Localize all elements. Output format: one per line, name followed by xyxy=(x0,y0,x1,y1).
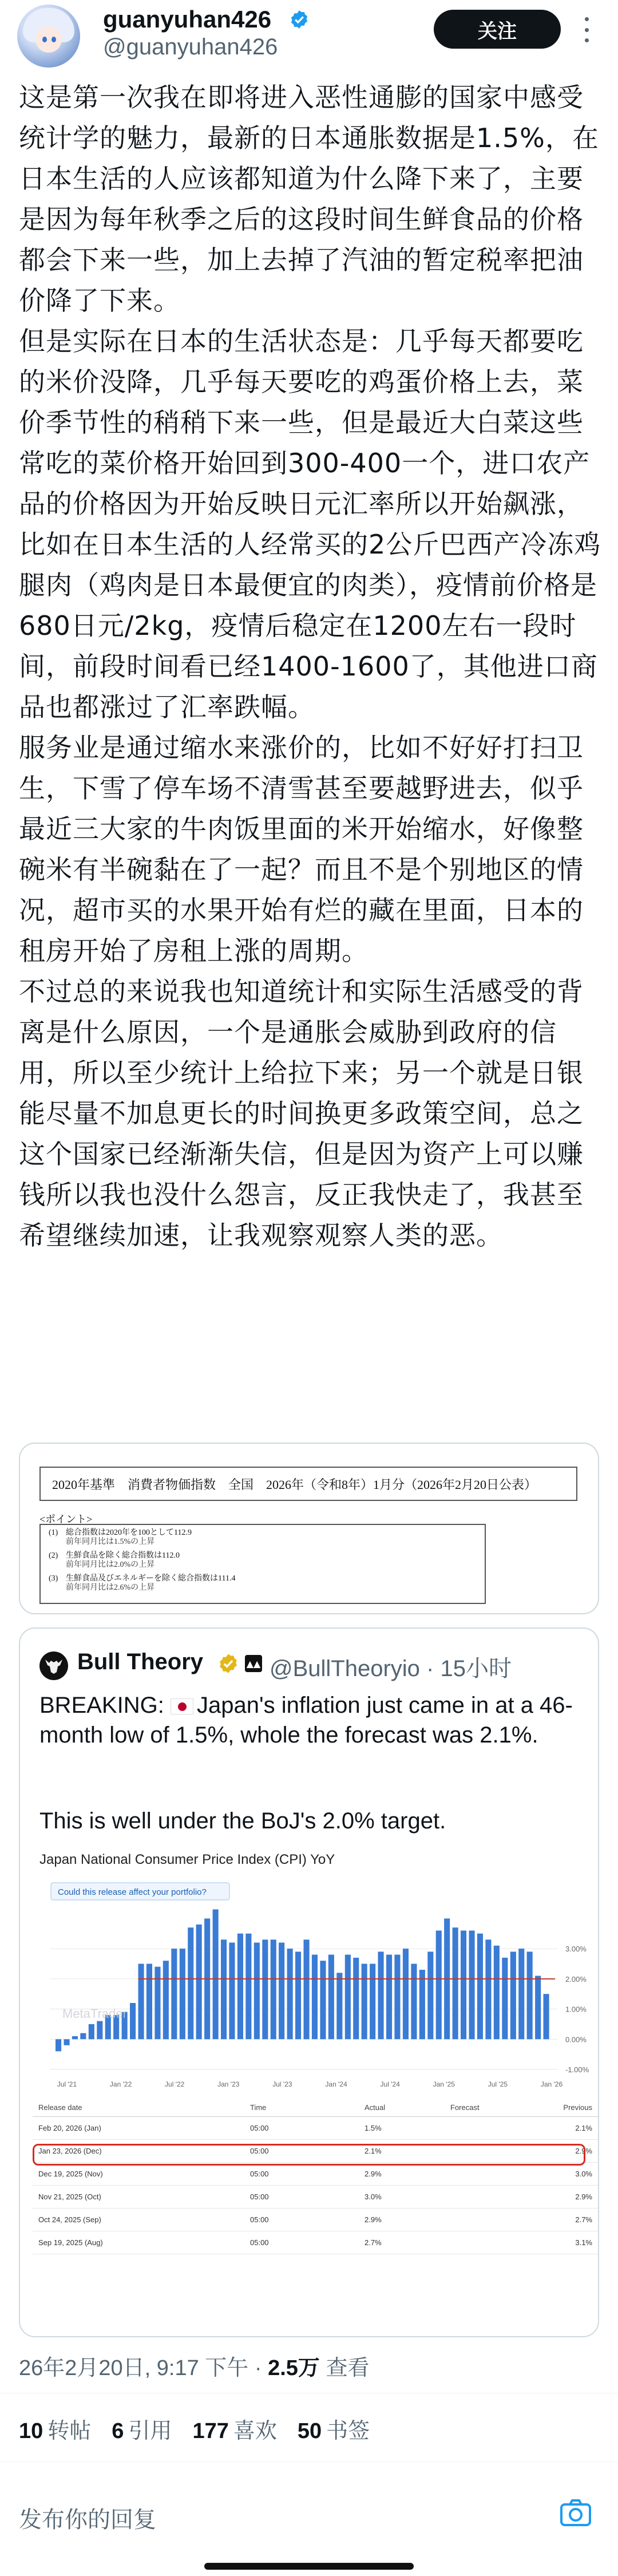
stat-count: 177 xyxy=(192,2419,229,2443)
x-tick-label: Jan '24 xyxy=(325,2080,347,2088)
post-timestamp[interactable]: 26年2月20日, 9:17 下午 · xyxy=(19,2356,268,2380)
table-row xyxy=(33,2185,599,2208)
cell-previous: 3.0% xyxy=(536,2162,599,2185)
cell-date: Sep 19, 2025 (Aug) xyxy=(33,2231,250,2254)
latest-release-highlight xyxy=(33,2144,585,2166)
cpi-bar xyxy=(328,1955,334,2040)
cpi-bar xyxy=(295,1951,301,2039)
cell-previous: 3.1% xyxy=(536,2231,599,2254)
cell-time: 05:00 xyxy=(250,2208,365,2231)
x-tick-label: Jul '22 xyxy=(165,2080,185,2088)
y-tick-label: 2.00% xyxy=(565,1974,587,1984)
cell-actual: 2.1% xyxy=(365,2139,450,2162)
cpi-bar xyxy=(320,1961,326,2039)
cpi-chart xyxy=(39,1869,599,2092)
cpi-bar xyxy=(130,2003,136,2039)
author-avatar[interactable] xyxy=(17,5,80,68)
cell-time: 05:00 xyxy=(250,2231,365,2254)
cell-previous: 2.7% xyxy=(536,2208,599,2231)
likes-stat[interactable] xyxy=(192,2413,276,2444)
cpi-bar xyxy=(237,1934,243,2040)
cpi-bar xyxy=(56,2039,61,2051)
post-paragraph: 不过总的来说我也知道统计和实际生活感受的背离是什么原因，一个是通胀会威胁到政府的信用，所以至少统计上给拉下来；另一个就是日银能尽量不加息更长的时间换更多政策空间，总之这个国家已经渐渐失信，但是因为资产上可以赚钱所以我也没什么怨言，反正我快走了，我甚至希望继续加速，让我观察观察人类的恶。 xyxy=(19,976,584,1251)
cpi-bar xyxy=(138,1964,144,2040)
stat-label: 喜欢 xyxy=(233,2419,277,2443)
cpi-bar xyxy=(477,1934,483,2040)
point-number: (2) xyxy=(49,1551,58,1560)
point-sub: 前年同月比は2.6%の上昇 xyxy=(66,1583,155,1592)
post-meta xyxy=(19,2350,369,2381)
cell-time: 05:00 xyxy=(250,2116,365,2139)
post-paragraph: 但是实际在日本的生活状态是：几乎每天都要吃的米价没降，几乎每天要吃的鸡蛋价格上去，菜价季节性的稍稍下来一些，但是最近大白菜这些常吃的菜价格开始回到300-400一个，进口农产品的价格因为开始反映日元汇率所以开始飙涨，比如在日本生活的人经常买的2公斤巴西产冷冻鸡腿肉（鸡肉是日本最便宜的肉类），疫情前价格是680日元/2kg，疫情后稳定在1200左右一段时间，前段时间看已经1400-1600了，其他进口商品也都涨过了汇率跌幅。 xyxy=(19,326,601,722)
cell-previous: 2.9% xyxy=(536,2139,599,2162)
cpi-bar xyxy=(469,1931,475,2040)
cell-actual: 2.9% xyxy=(365,2162,450,2185)
cell-actual: 3.0% xyxy=(365,2185,450,2208)
cpi-bar xyxy=(245,1934,251,2040)
cpi-report-title: 2020年基準 消費者物価指数 全国 2026年（令和8年）1月分（2026年2月20日公表） xyxy=(39,1467,577,1501)
stat-count: 10 xyxy=(19,2419,43,2443)
quote-author-name[interactable]: Bull Theory xyxy=(77,1649,204,1674)
release-table xyxy=(33,2099,599,2254)
quote-handle-time: @BullTheoryio · 15小时 xyxy=(270,1656,512,1681)
camera-icon[interactable] xyxy=(560,2499,592,2527)
cpi-bar xyxy=(544,1994,549,2039)
x-tick-label: Jul '24 xyxy=(380,2080,400,2088)
cpi-bar xyxy=(262,1939,268,2039)
cpi-bar xyxy=(171,1949,177,2039)
cpi-bar xyxy=(146,1964,152,2040)
y-tick-label: 3.00% xyxy=(565,1945,587,1954)
cpi-bar xyxy=(394,1955,400,2040)
stat-label: 书签 xyxy=(326,2419,370,2443)
cpi-bar xyxy=(64,2039,70,2045)
cpi-bar xyxy=(411,1964,417,2040)
x-tick-label: Jan '22 xyxy=(109,2080,132,2088)
y-tick-label: -1.00% xyxy=(565,2065,589,2074)
attached-image[interactable] xyxy=(19,1443,599,1614)
engagement-stats xyxy=(19,2413,370,2444)
cell-actual: 1.5% xyxy=(365,2116,450,2139)
cpi-bar xyxy=(304,1939,310,2039)
cell-date: Feb 20, 2026 (Jan) xyxy=(33,2116,250,2139)
cell-date: Jan 23, 2026 (Dec) xyxy=(33,2139,250,2162)
cpi-bar xyxy=(510,1951,516,2039)
points-label: <ポイント> xyxy=(39,1514,93,1525)
views-label: 查看 xyxy=(319,2356,370,2380)
cpi-bar xyxy=(80,2033,86,2040)
cell-actual: 2.9% xyxy=(365,2208,450,2231)
cpi-bar xyxy=(362,1964,367,2040)
cell-time: 05:00 xyxy=(250,2139,365,2162)
point-text: 生鮮食品及びエネルギーを除く総合指数は111.4 xyxy=(66,1574,236,1583)
post-paragraph: 这是第一次我在即将进入恶性通膨的国家中感受统计学的魅力，最新的日本通胀数据是1.5%，在日本生活的人应该都知道为什么降下来了，主要是因为每年秋季之后的这段时间生鲜食品的价格都会下来一些，加上去掉了汽油的暂定税率把油价降了下来。 xyxy=(19,82,599,316)
breaking-label: BREAKING: xyxy=(39,1693,164,1718)
post-paragraph: 服务业是通过缩水来涨价的，比如不好好打扫卫生，下雪了停车场不清雪甚至要越野进去，似乎最近三大家的牛肉饭里面的米开始缩水，好像整碗米有半碗黏在了一起？而且不是个别地区的情况，超市买的水果开始有烂的藏在里面，日本的租房开始了房租上涨的周期。 xyxy=(19,732,584,966)
point-number: (1) xyxy=(49,1528,58,1537)
author-display-name[interactable]: guanyuhan426 xyxy=(103,6,272,33)
points-box xyxy=(39,1524,486,1604)
cell-forecast xyxy=(450,2231,536,2254)
stat-count: 6 xyxy=(112,2419,124,2443)
cell-forecast xyxy=(450,2116,536,2139)
table-row xyxy=(33,2116,599,2139)
cpi-bar xyxy=(89,2024,94,2039)
cpi-bar xyxy=(502,1958,508,2039)
stat-label: 引用 xyxy=(128,2419,172,2443)
cell-forecast xyxy=(450,2162,536,2185)
point-sub: 前年同月比は1.5%の上昇 xyxy=(66,1538,155,1546)
affiliation-badge-icon: ▲▲ xyxy=(245,1655,262,1672)
cell-date: Nov 21, 2025 (Oct) xyxy=(33,2185,250,2208)
cpi-bar xyxy=(453,1927,458,2039)
cpi-bar xyxy=(196,1925,202,2039)
cell-actual: 2.7% xyxy=(365,2231,450,2254)
cell-date: Dec 19, 2025 (Nov) xyxy=(33,2162,250,2185)
post-text xyxy=(19,77,603,1256)
cpi-bar xyxy=(213,1910,219,2040)
x-tick-label: Jul '25 xyxy=(488,2080,508,2088)
point-sub: 前年同月比は2.0%の上昇 xyxy=(66,1560,155,1569)
table-row xyxy=(33,2231,599,2254)
cpi-bar xyxy=(221,1939,227,2039)
cell-time: 05:00 xyxy=(250,2185,365,2208)
cpi-bar xyxy=(386,1955,392,2040)
table-header-row xyxy=(33,2099,599,2116)
chart-title: Japan National Consumer Price Index (CPI) YoY xyxy=(39,1852,335,1867)
post-header xyxy=(0,0,618,69)
column-header: Forecast xyxy=(450,2099,536,2116)
cpi-bar xyxy=(279,1943,284,2040)
cell-date: Oct 24, 2025 (Sep) xyxy=(33,2208,250,2231)
cpi-bar xyxy=(353,1958,359,2039)
cpi-bar xyxy=(229,1943,235,2040)
cpi-bar xyxy=(461,1931,466,2040)
cpi-bar xyxy=(436,1931,442,2040)
more-options-icon[interactable] xyxy=(578,17,595,42)
bookmarks-stat[interactable] xyxy=(298,2413,370,2444)
cpi-bar xyxy=(345,1955,351,2040)
reply-input[interactable]: 发布你的回复 xyxy=(19,2507,156,2533)
cell-previous: 2.9% xyxy=(536,2185,599,2208)
cpi-bar xyxy=(370,1964,375,2040)
cpi-bar xyxy=(419,1970,425,2039)
x-tick-label: Jan '26 xyxy=(540,2080,563,2088)
cpi-bar xyxy=(180,1949,185,2039)
quoted-post[interactable] xyxy=(19,1627,599,2337)
cpi-bar xyxy=(163,1961,169,2039)
point-text: 生鮮食品を除く総合指数は112.0 xyxy=(66,1551,180,1560)
column-header: Time xyxy=(250,2099,365,2116)
table-row xyxy=(33,2162,599,2185)
cpi-bar xyxy=(254,1943,260,2040)
chart-prompt[interactable]: Could this release affect your portfolio? xyxy=(58,1887,207,1897)
verified-gold-badge-icon xyxy=(217,1653,239,1674)
quote-second-text: This is well under the BoJ's 2.0% target. xyxy=(39,1808,446,1834)
stat-label: 转帖 xyxy=(47,2419,92,2443)
cpi-bar xyxy=(271,1939,276,2039)
cpi-bar xyxy=(535,1976,541,2040)
cpi-bar xyxy=(494,1946,500,2040)
cpi-bar xyxy=(154,1967,160,2040)
y-tick-label: 1.00% xyxy=(565,2005,587,2014)
chart-watermark: MetaTrader xyxy=(62,2006,127,2021)
column-header: Actual xyxy=(365,2099,450,2116)
cpi-bar xyxy=(287,1949,293,2039)
cell-previous: 2.1% xyxy=(536,2116,599,2139)
cell-forecast xyxy=(450,2208,536,2231)
cpi-bar xyxy=(97,2021,102,2040)
point-text: 総合指数は2020年を100として112.9 xyxy=(66,1528,192,1537)
x-tick-label: Jul '21 xyxy=(57,2080,77,2088)
x-tick-label: Jul '23 xyxy=(272,2080,292,2088)
cpi-bar xyxy=(403,1949,409,2039)
quote-text xyxy=(39,1690,589,1750)
column-header: Release date xyxy=(33,2099,250,2116)
y-tick-label: 0.00% xyxy=(565,2035,587,2044)
x-tick-label: Jan '25 xyxy=(433,2080,455,2088)
verified-badge-icon xyxy=(289,9,310,30)
cpi-bar xyxy=(518,1949,524,2039)
cpi-bar xyxy=(188,1927,193,2039)
cpi-bar xyxy=(336,1973,342,2039)
japan-flag-icon xyxy=(171,1698,193,1714)
cpi-bar xyxy=(72,2036,78,2039)
home-indicator xyxy=(204,2563,414,2570)
bull-logo-icon xyxy=(44,1657,64,1674)
cpi-bar xyxy=(485,1939,491,2039)
cpi-bar xyxy=(378,1951,384,2039)
cell-forecast xyxy=(450,2185,536,2208)
cpi-bar xyxy=(312,1955,318,2040)
stat-count: 50 xyxy=(297,2419,322,2443)
views-count: 2.5万 xyxy=(268,2356,320,2380)
quotes-stat[interactable] xyxy=(112,2413,172,2444)
cpi-bar xyxy=(527,1951,533,2039)
x-tick-label: Jan '23 xyxy=(217,2080,240,2088)
cpi-bar xyxy=(427,1951,433,2039)
point-number: (3) xyxy=(49,1574,58,1583)
follow-button[interactable]: 关注 xyxy=(434,10,561,49)
quote-author-avatar[interactable] xyxy=(39,1652,68,1680)
quote-main-text: Japan's inflation just came in at a 46-month low of 1.5%, whole the forecast was 2.1%. xyxy=(39,1693,573,1748)
author-handle[interactable]: @guanyuhan426 xyxy=(103,34,278,60)
reposts-stat[interactable] xyxy=(19,2413,91,2444)
cell-time: 05:00 xyxy=(250,2162,365,2185)
table-row xyxy=(33,2208,599,2231)
column-header: Previous xyxy=(536,2099,599,2116)
